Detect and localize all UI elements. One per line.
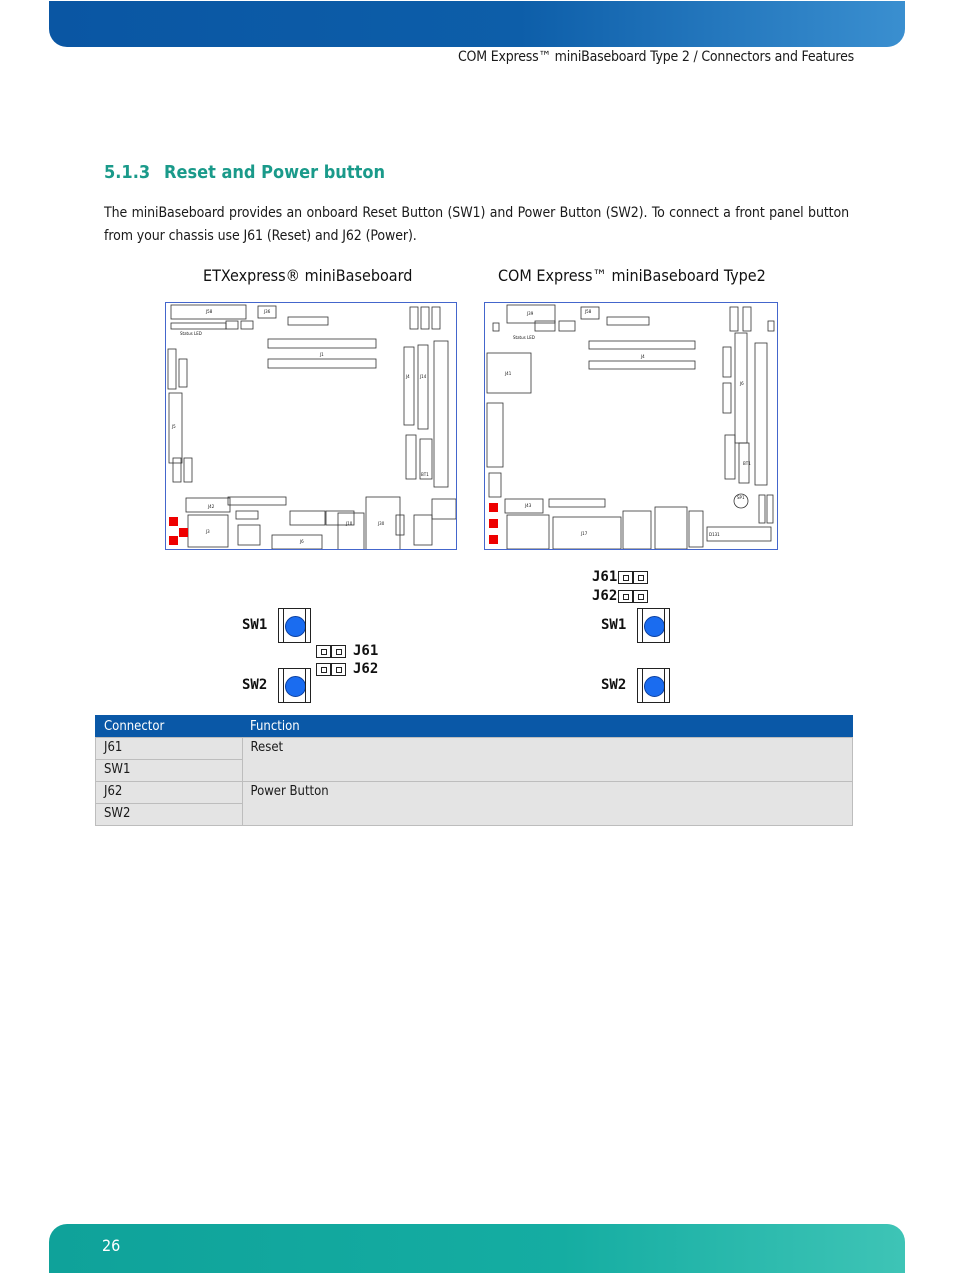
right-sw1-switch — [637, 608, 670, 643]
connector-cell: J61 — [96, 738, 243, 760]
left-sw2-label: SW2 — [242, 677, 268, 693]
left-sw1-knob — [285, 616, 306, 637]
right-j62-label: J62 — [592, 588, 618, 604]
right-board-label-bt1: BT1 — [743, 461, 751, 466]
left-j62-label: J62 — [353, 661, 379, 677]
left-sw1-label: SW1 — [242, 617, 268, 633]
right-board-label-sp1: SP1 — [737, 495, 745, 500]
section-number: 5.1.3 — [104, 162, 151, 183]
connector-cell: SW1 — [96, 760, 243, 782]
running-header: COM Express™ miniBaseboard Type 2 / Connectors and Features — [457, 49, 854, 65]
section-paragraph: The miniBaseboard provides an onboard Reset Button (SW1) and Power Button (SW2). To connect a front panel button from your chassis use J61 (Reset) and J62 (Power). — [104, 205, 849, 244]
left-board-label-bt1: BT1 — [421, 472, 429, 477]
column-header-connector: Connector — [96, 716, 243, 738]
left-board-highlights — [169, 517, 188, 545]
right-board-highlights — [489, 503, 498, 544]
section-title: Reset and Power button — [164, 162, 385, 183]
right-board-label-j17: J17 — [581, 531, 588, 536]
right-board-label-status-led: Status LED — [513, 335, 535, 340]
right-board-label-d131: D131 — [709, 532, 720, 537]
left-board-diagram — [165, 302, 457, 550]
left-board-title: ETXexpress® miniBaseboard — [203, 266, 413, 285]
left-j61-jumper — [316, 645, 346, 658]
left-board-label-j6: J6 — [300, 539, 304, 544]
right-sw2-switch — [637, 668, 670, 703]
right-sw2-label: SW2 — [601, 677, 627, 693]
right-board-label-j4: J4 — [641, 354, 645, 359]
left-board-label-j42: J42 — [208, 504, 215, 509]
left-board-label-j1: J1 — [320, 352, 324, 357]
right-board-drawing — [485, 303, 777, 549]
right-sw1-knob — [644, 616, 665, 637]
left-board-label-j3: J3 — [206, 529, 210, 534]
right-sw2-knob — [644, 676, 665, 697]
left-board-label-j5: J5 — [172, 424, 176, 429]
right-board-label-j39: J39 — [527, 311, 534, 316]
connector-table — [95, 715, 853, 826]
right-board-label-j43: J43 — [525, 503, 532, 508]
table-header-row — [96, 716, 853, 738]
left-board-label-j30: J30 — [378, 521, 385, 526]
function-cell: Reset — [242, 738, 853, 782]
section-heading — [104, 162, 385, 183]
left-board-label-j36: J36 — [264, 309, 271, 314]
right-j62-jumper — [618, 590, 648, 603]
right-j61-label: J61 — [592, 569, 618, 585]
left-sw2-knob — [285, 676, 306, 697]
function-cell: Power Button — [242, 782, 853, 826]
right-board-label-j6: J6 — [740, 381, 744, 386]
right-board-title: COM Express™ miniBaseboard Type2 — [498, 266, 766, 285]
connector-cell: SW2 — [96, 804, 243, 826]
left-j62-jumper — [316, 663, 346, 676]
right-j61-jumper — [618, 571, 648, 584]
left-sw2-switch — [278, 668, 311, 703]
table-row — [96, 782, 853, 804]
header-banner — [49, 1, 905, 47]
left-board-label-status-led: Status LED — [180, 331, 202, 336]
connector-cell: J62 — [96, 782, 243, 804]
footer-banner — [49, 1224, 905, 1273]
left-board-label-j4: J4 — [406, 374, 410, 379]
right-board-diagram — [484, 302, 778, 550]
left-board-label-j58: J58 — [206, 309, 213, 314]
column-header-function: Function — [242, 716, 853, 738]
right-sw1-label: SW1 — [601, 617, 627, 633]
left-board-label-j10: J10 — [346, 521, 353, 526]
left-board-label-j14: J14 — [420, 374, 427, 379]
right-board-label-j41: J41 — [505, 371, 512, 376]
page-number: 26 — [102, 1236, 121, 1255]
left-board-drawing — [166, 303, 456, 549]
left-j61-label: J61 — [353, 643, 379, 659]
right-board-label-j58: J58 — [585, 309, 592, 314]
table-row — [96, 738, 853, 760]
left-sw1-switch — [278, 608, 311, 643]
